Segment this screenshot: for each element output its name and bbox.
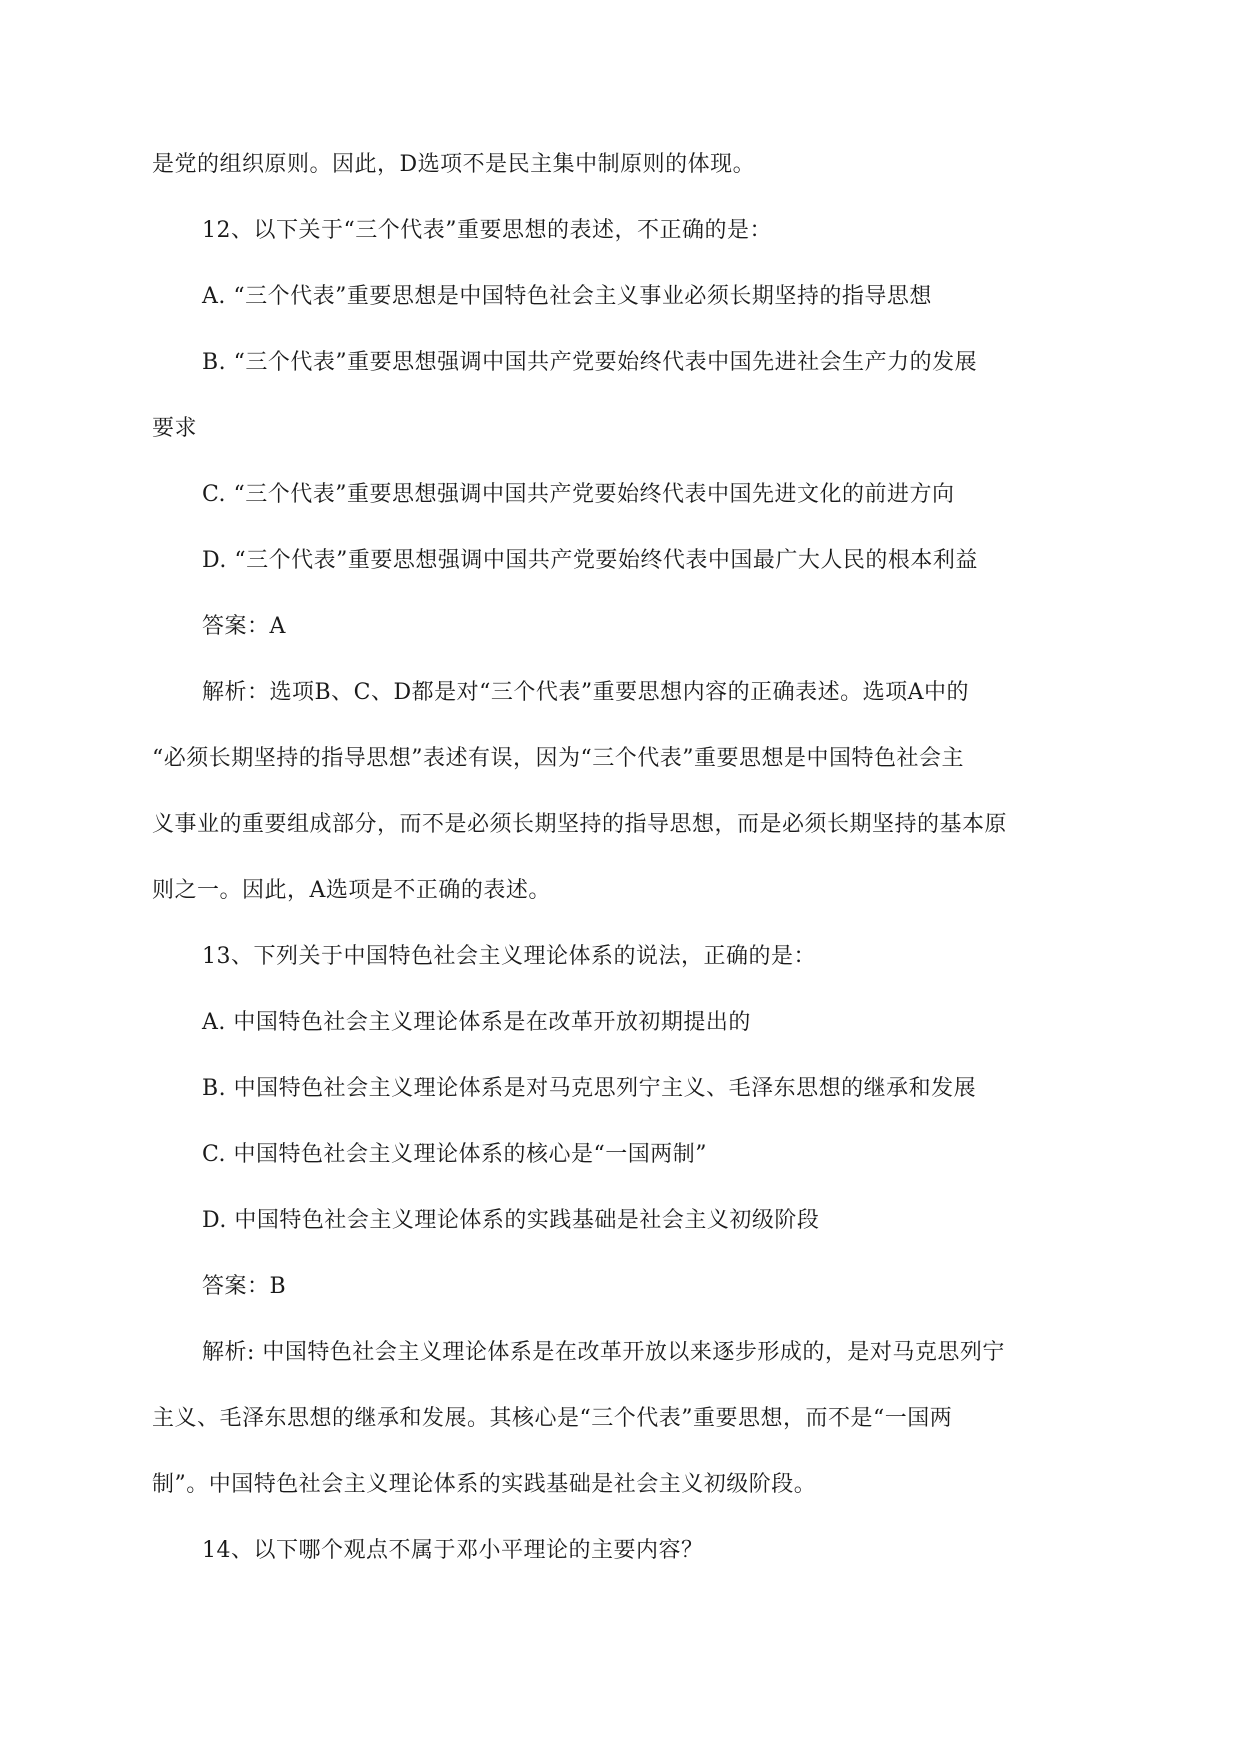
question-12-explanation: 解析：选项B、C、D都是对“三个代表”重要思想内容的正确表述。选项A中的 [202,680,970,705]
question-13-explanation-line: 主义、毛泽东思想的继承和发展。其核心是“三个代表”重要思想，而不是“一国两 [152,1406,953,1431]
question-13-answer: 答案：B [202,1274,287,1299]
question-12-explanation-line: 义事业的重要组成部分，而不是必须长期坚持的指导思想，而是必须长期坚持的基本原 [152,812,1008,837]
question-13-stem: 13、下列关于中国特色社会主义理论体系的说法，正确的是： [202,944,816,969]
question-12-stem: 12、以下关于“三个代表”重要思想的表述，不正确的是： [202,218,772,243]
question-12-option-a: A. “三个代表”重要思想是中国特色社会主义事业必须长期坚持的指导思想 [202,284,932,309]
question-12-option-b: B. “三个代表”重要思想强调中国共产党要始终代表中国先进社会生产力的发展 [202,350,978,375]
paragraph-line: 是党的组织原则。因此，D选项不是民主集中制原则的体现。 [152,152,756,177]
question-13-option-c: C. 中国特色社会主义理论体系的核心是“一国两制” [202,1142,708,1167]
question-13-explanation: 解析: 中国特色社会主义理论体系是在改革开放以来逐步形成的，是对马克思列宁 [202,1340,1005,1365]
question-12-option-c: C. “三个代表”重要思想强调中国共产党要始终代表中国先进文化的前进方向 [202,482,955,507]
question-14-stem: 14、以下哪个观点不属于邓小平理论的主要内容？ [202,1538,704,1563]
question-13-option-a: A. 中国特色社会主义理论体系是在改革开放初期提出的 [202,1010,751,1035]
question-12-explanation-line: “必须长期坚持的指导思想”表述有误，因为“三个代表”重要思想是中国特色社会主 [152,746,964,771]
question-13-option-d: D. 中国特色社会主义理论体系的实践基础是社会主义初级阶段 [202,1208,820,1233]
question-13-option-b: B. 中国特色社会主义理论体系是对马克思列宁主义、毛泽东思想的继承和发展 [202,1076,977,1101]
question-12-answer: 答案：A [202,614,286,639]
question-12-option-b-continued: 要求 [152,416,198,441]
question-12-explanation-line: 则之一。因此，A选项是不正确的表述。 [152,878,551,903]
question-13-explanation-line: 制”。中国特色社会主义理论体系的实践基础是社会主义初级阶段。 [152,1472,817,1497]
question-12-option-d: D. “三个代表”重要思想强调中国共产党要始终代表中国最广大人民的根本利益 [202,548,978,573]
